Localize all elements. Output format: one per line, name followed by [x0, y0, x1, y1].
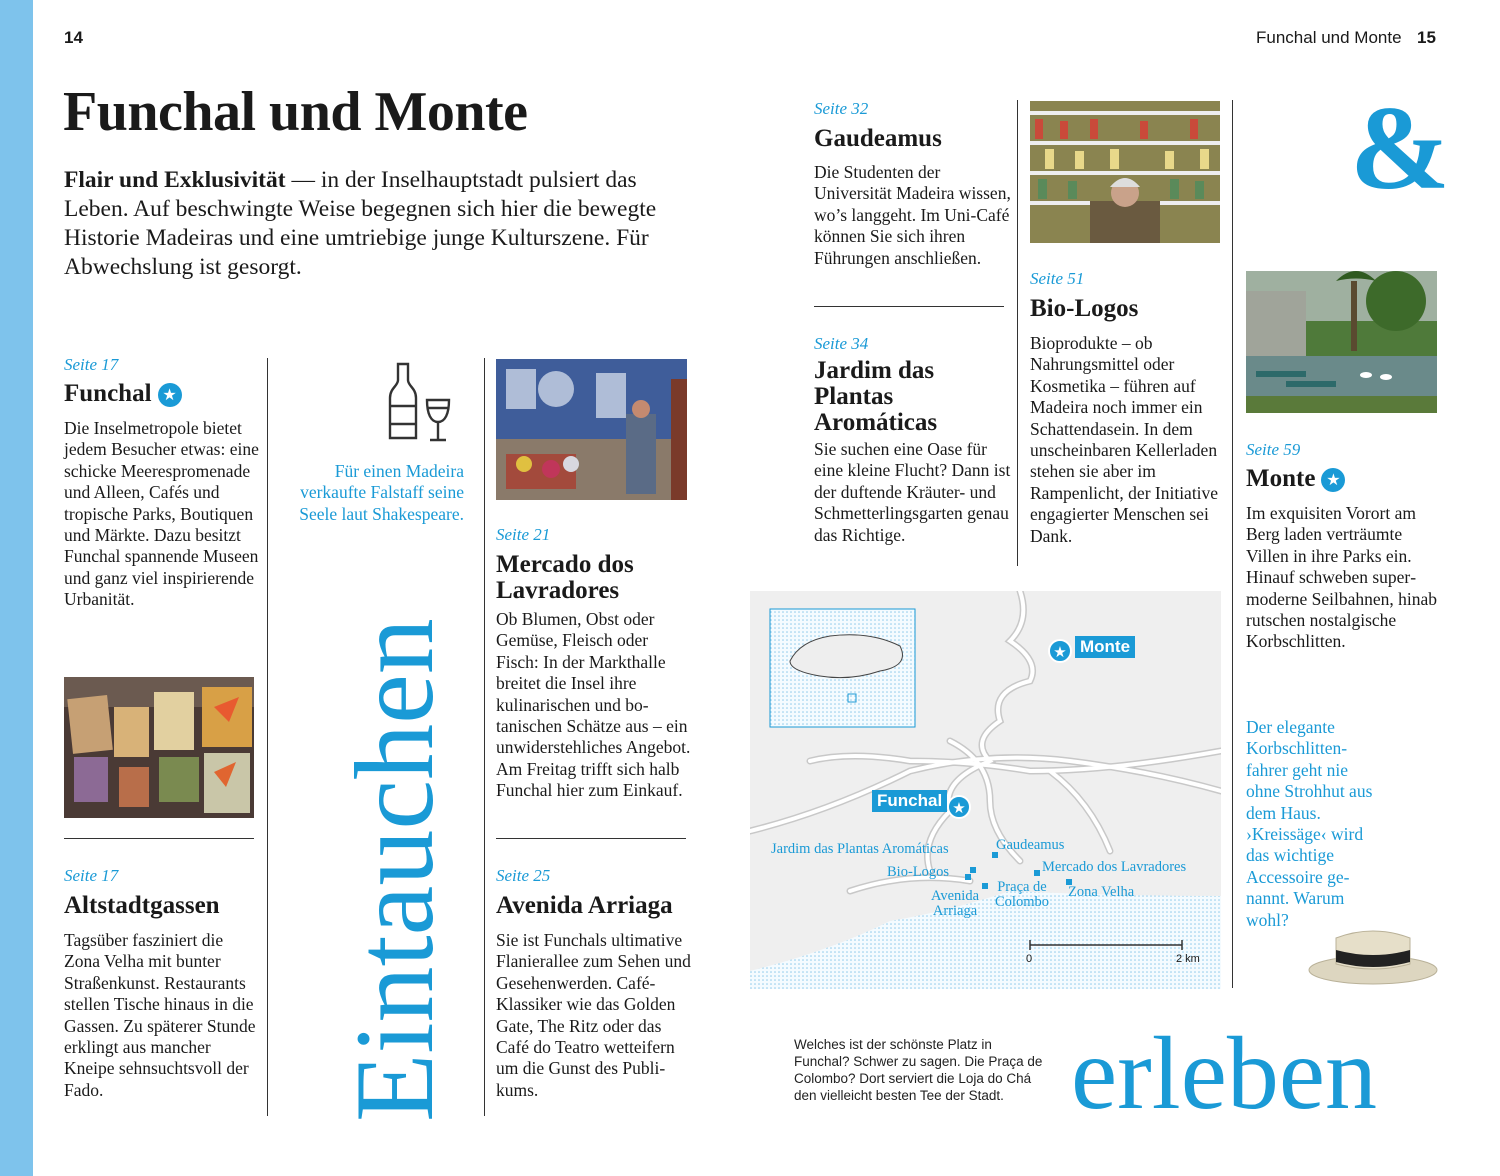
bottom-word-erleben: erleben [1071, 1016, 1378, 1131]
shop-photo [1030, 101, 1220, 243]
map-scale-zero: 0 [1026, 953, 1033, 965]
map-caption: Welches ist der schönste Platz in Funchal? Schwer zu sagen. Die Praça de Colombo? Dort serviert die Loja do Chá den vielleicht besten Tee der Stadt. [794, 1037, 1043, 1103]
monte-title: Monte [1246, 465, 1316, 492]
gaudeamus-page-ref: Seite 32 [814, 99, 869, 118]
gaudeamus-text: Die Studenten der Universität Madeira wissen, wo’s langgeht. Im Uni-Café können Sie sich ihren Führungen anschließen. [814, 162, 1011, 268]
korbschlitten-quote: Der elegante Korbschlittenfahrer geht nie ohne Strohhut aus dem Haus. ›Kreissäge‹ wird das wichtige Accessoire genannt. Warum wohl? [1246, 717, 1373, 930]
falstaff-quote: Für einen Madeira verkaufte Falstaff seine Seele laut Shakespeare. [299, 461, 464, 524]
map-label-biologos[interactable]: Bio-Logos [887, 864, 950, 880]
page-number-left: 14 [64, 28, 83, 47]
market-photo [496, 359, 687, 500]
ampersand: & [1350, 81, 1450, 214]
running-head: Funchal und Monte [1256, 28, 1402, 47]
arriaga-text: Sie ist Funchals ultimative Flanierallee zum Sehen und Gesehenwerden. Café-Klassiker wie das Golden Gate, The Ritz oder das Café do Teatro wetteifern um die Gunst des Publikums. [496, 930, 691, 1100]
map-label-jardim[interactable]: Jardim das Plantas Aromáticas [771, 841, 949, 857]
divider [496, 838, 686, 839]
map-label-praca[interactable]: Praça de Colombo [995, 879, 1049, 910]
page-edge-bar [0, 0, 33, 1176]
biologos-text: Bioprodukte – ob Nahrungsmittel oder Kosmetika – führen auf Madeira noch immer ein Schattendasein. In dem unscheinbaren Kellerladen stehen sie aber im Rampenlicht, der Initiative engagierter Menschen sei Dank. [1030, 333, 1219, 546]
jardim-text: Sie suchen eine Oase für eine kleine Flucht? Dann ist der duftende Kräuter- und Schmetterlingsgarten genau das Richtige. [814, 439, 1011, 545]
map-label-zona-velha[interactable]: Zona Velha [1068, 884, 1135, 900]
monte-heading [1246, 466, 1345, 492]
straw-hat-illustration [1306, 918, 1440, 988]
gaudeamus-title: Gaudeamus [814, 125, 942, 152]
intro-lead: Flair und Exklusivität [64, 167, 286, 193]
biologos-title: Bio-Logos [1030, 295, 1139, 322]
intro-text: — in der Inselhauptstadt pulsiert das Leben. Auf beschwingte Weise begegnen sich hier die bewegte Historie Madeiras und eine umtriebige junge Kulturszene. Für Abwechslung ist gesorgt. [64, 167, 657, 280]
monte-text: Im exquisiten Vorort am Berg laden verträumte Villen in ihre Parks ein. Hinauf schweben supermoderne Seilbahnen, hinab rutschen nostalgische Korbschlitten. [1246, 503, 1437, 652]
mercado-text: Ob Blumen, Obst oder Gemüse, Fleisch oder Fisch: In der Markthalle breitet die Insel ihre kulinarischen und botanischen Schätze aus – ein unwiderstehliches Angebot. Am Freitag trifft sich halb Funchal hier zum Einkauf. [496, 609, 691, 801]
funchal-title: Funchal [64, 380, 152, 407]
funchal-text: Die Inselmetropole bietet jedem Besucher etwas: eine schicke Meerespromenade und Alleen, Cafés und tropische Parks, Boutiquen und Märkte. Dazu besitzt Funchal spannende Museen und ganz viel inspirierende Urbanität. [64, 418, 259, 610]
svg-text:★: ★ [952, 799, 966, 817]
map-funchal-monte[interactable] [750, 591, 1221, 989]
divider [814, 306, 1004, 307]
funchal-heading [64, 381, 182, 407]
map-scale-2km: 2 km [1176, 953, 1200, 965]
svg-text:★: ★ [1053, 643, 1067, 661]
wine-bottle-glass-icon [383, 360, 458, 444]
altstadt-page-ref: Seite 17 [64, 866, 119, 885]
star-icon: ★ [1321, 468, 1345, 492]
map-label-monte[interactable]: Monte [1075, 636, 1135, 658]
altstadt-text: Tagsüber fasziniert die Zona Velha mit bunter Straßenkunst. Restaurants stellen Tische hinaus in die Gassen. Zu späterer Stunde erklingt aus mancher Kneipe sehnsuchtsvoll der Fado. [64, 930, 256, 1100]
mercado-page-ref: Seite 21 [496, 525, 551, 544]
intro-paragraph [64, 166, 704, 282]
altstadt-title: Altstadtgassen [64, 892, 220, 919]
map-label-avenida[interactable]: Avenida Arriaga [930, 888, 980, 919]
map-label-funchal[interactable]: Funchal [872, 790, 947, 812]
monte-page-ref: Seite 59 [1246, 440, 1301, 459]
map-label-gaudeamus[interactable]: Gaudeamus [996, 837, 1065, 853]
jardim-title: Jardim das Plantas Aromáticas [814, 357, 938, 436]
page-title: Funchal und Monte [63, 81, 528, 143]
vertical-word-eintauchen: Eintauchen [333, 618, 457, 1122]
arriaga-title: Avenida Arriaga [496, 892, 673, 919]
star-icon: ★ [158, 383, 182, 407]
column-divider [1232, 100, 1233, 988]
column-divider [484, 358, 485, 1116]
column-divider [1017, 100, 1018, 566]
jardim-page-ref: Seite 34 [814, 334, 869, 353]
biologos-page-ref: Seite 51 [1030, 269, 1085, 288]
column-divider [267, 358, 268, 1116]
garden-photo [1246, 271, 1437, 413]
page-number-right: 15 [1417, 28, 1436, 47]
arriaga-page-ref: Seite 25 [496, 866, 551, 885]
mercado-title: Mercado dos Lavradores [496, 551, 634, 604]
funchal-page-ref: Seite 17 [64, 355, 119, 374]
paintings-photo [64, 677, 254, 818]
map-label-mercado[interactable]: Mercado dos Lavradores [1042, 859, 1187, 875]
divider [64, 838, 254, 839]
